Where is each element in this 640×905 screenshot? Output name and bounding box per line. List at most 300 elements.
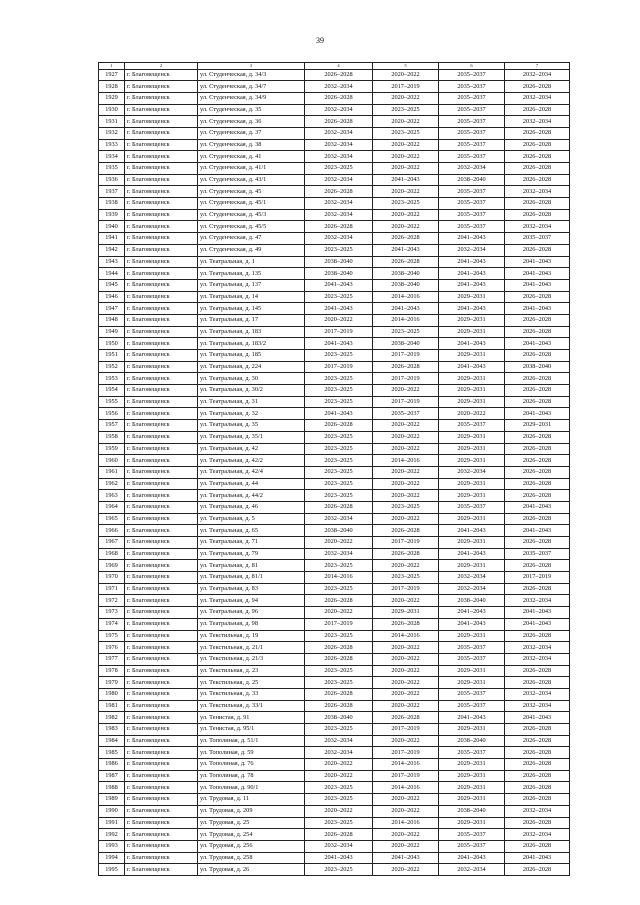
period-col6-cell: 2029–2031 [439,794,505,806]
city-cell: г. Благовещенск [125,642,198,654]
period-col6-cell: 2035–2037 [439,151,505,163]
address-cell: ул. Студенческая, д. 43/1 [198,174,305,186]
city-cell: г. Благовещенск [125,864,198,876]
period-col6-cell: 2038–2040 [439,805,505,817]
address-cell: ул. Театральная, д. 96 [198,607,305,619]
city-cell: г. Благовещенск [125,805,198,817]
table-row [99,244,570,256]
city-cell: г. Благовещенск [125,525,198,537]
city-cell: г. Благовещенск [125,583,198,595]
period-col6-cell: 2029–2031 [439,291,505,303]
period-col6-cell: 2041–2043 [439,712,505,724]
table-row [99,350,570,362]
period-col5-cell: 2014–2016 [373,314,439,326]
period-col4-cell: 2041–2043 [305,303,373,315]
city-cell: г. Благовещенск [125,361,198,373]
address-cell: ул. Театральная, д. 35/1 [198,431,305,443]
period-col6-cell: 2041–2043 [439,256,505,268]
city-cell: г. Благовещенск [125,747,198,759]
address-cell: ул. Трудовая, д. 258 [198,852,305,864]
period-col7-cell: 2026–2028 [505,385,570,397]
period-col7-cell: 2026–2028 [505,770,570,782]
period-col6-cell: 2029–2031 [439,770,505,782]
address-cell: ул. Театральная, д. 44 [198,478,305,490]
address-cell: ул. Театральная, д. 30 [198,373,305,385]
city-cell: г. Благовещенск [125,513,198,525]
table-row [99,770,570,782]
table-row [99,572,570,584]
row-number-cell: 1941 [99,233,125,245]
city-cell: г. Благовещенск [125,560,198,572]
period-col4-cell: 2023–2025 [305,373,373,385]
city-cell: г. Благовещенск [125,572,198,584]
period-col5-cell: 2020–2022 [373,677,439,689]
city-cell: г. Благовещенск [125,852,198,864]
period-col7-cell: 2026–2028 [505,466,570,478]
row-number-cell: 1958 [99,431,125,443]
period-col5-cell: 2020–2022 [373,163,439,175]
table-row [99,221,570,233]
period-col7-cell: 2017–2019 [505,572,570,584]
period-col4-cell: 2023–2025 [305,443,373,455]
table-row [99,338,570,350]
city-cell: г. Благовещенск [125,198,198,210]
period-col7-cell: 2032–2034 [505,829,570,841]
period-col5-cell: 2026–2028 [373,256,439,268]
period-col5-cell: 2020–2022 [373,665,439,677]
address-cell: ул. Театральная, д. 30/2 [198,385,305,397]
period-col7-cell: 2026–2028 [505,630,570,642]
period-col5-cell: 2020–2022 [373,151,439,163]
address-cell: ул. Студенческая, д. 45/5 [198,221,305,233]
row-number-cell: 1938 [99,198,125,210]
period-col6-cell: 2035–2037 [439,688,505,700]
period-col5-cell: 2026–2028 [373,525,439,537]
table-row [99,794,570,806]
row-number-cell: 1981 [99,700,125,712]
address-cell: ул. Студенческая, д. 45 [198,186,305,198]
table-row [99,805,570,817]
page-number: 39 [316,36,324,45]
city-cell: г. Благовещенск [125,490,198,502]
period-col7-cell: 2026–2028 [505,513,570,525]
row-number-cell: 1977 [99,653,125,665]
period-col7-cell: 2032–2034 [505,92,570,104]
row-number-cell: 1943 [99,256,125,268]
row-number-cell: 1953 [99,373,125,385]
city-cell: г. Благовещенск [125,466,198,478]
period-col6-cell: 2032–2034 [439,244,505,256]
period-col7-cell: 2026–2028 [505,104,570,116]
period-col4-cell: 2020–2022 [305,537,373,549]
table-row [99,303,570,315]
period-col7-cell: 2026–2028 [505,747,570,759]
period-col6-cell: 2035–2037 [439,840,505,852]
table-row [99,501,570,513]
period-col6-cell: 2041–2043 [439,303,505,315]
row-number-cell: 1930 [99,104,125,116]
row-number-cell: 1937 [99,186,125,198]
city-cell: г. Благовещенск [125,665,198,677]
period-col4-cell: 2020–2022 [305,314,373,326]
table-row [99,92,570,104]
period-col6-cell: 2029–2031 [439,665,505,677]
city-cell: г. Благовещенск [125,338,198,350]
period-col7-cell: 2026–2028 [505,560,570,572]
period-col6-cell: 2029–2031 [439,373,505,385]
column-number-cell: 2 [125,63,198,70]
period-col7-cell: 2026–2028 [505,794,570,806]
period-col6-cell: 2035–2037 [439,642,505,654]
period-col4-cell: 2023–2025 [305,455,373,467]
table-row [99,700,570,712]
row-number-cell: 1983 [99,724,125,736]
city-cell: г. Благовещенск [125,630,198,642]
period-col4-cell: 2023–2025 [305,677,373,689]
city-cell: г. Благовещенск [125,279,198,291]
row-number-cell: 1954 [99,385,125,397]
row-number-cell: 1960 [99,455,125,467]
period-col4-cell: 2023–2025 [305,431,373,443]
row-number-cell: 1956 [99,408,125,420]
row-number-cell: 1984 [99,735,125,747]
period-col7-cell: 2035–2037 [505,548,570,560]
address-cell: ул. Театральная, д. 98 [198,618,305,630]
table-row [99,233,570,245]
table-row [99,151,570,163]
period-col4-cell: 2026–2028 [305,501,373,513]
period-col7-cell: 2026–2028 [505,198,570,210]
period-col7-cell: 2032–2034 [505,186,570,198]
address-cell: ул. Театральная, д. 83 [198,583,305,595]
period-col4-cell: 2023–2025 [305,490,373,502]
table-row [99,396,570,408]
period-col6-cell: 2035–2037 [439,81,505,93]
row-number-cell: 1995 [99,864,125,876]
row-number-cell: 1934 [99,151,125,163]
address-cell: ул. Текстильная, д. 33 [198,688,305,700]
period-col6-cell: 2041–2043 [439,268,505,280]
period-col6-cell: 2032–2034 [439,864,505,876]
row-number-cell: 1991 [99,817,125,829]
row-number-cell: 1982 [99,712,125,724]
period-col6-cell: 2035–2037 [439,104,505,116]
city-cell: г. Благовещенск [125,712,198,724]
table-row [99,326,570,338]
period-col6-cell: 2041–2043 [439,607,505,619]
address-cell: ул. Театральная, д. 5 [198,513,305,525]
city-cell: г. Благовещенск [125,770,198,782]
period-col4-cell: 2026–2028 [305,642,373,654]
table-row [99,478,570,490]
period-col7-cell: 2026–2028 [505,583,570,595]
period-col7-cell: 2026–2028 [505,478,570,490]
city-cell: г. Благовещенск [125,817,198,829]
address-cell: ул. Трудовая, д. 256 [198,840,305,852]
row-number-cell: 1927 [99,69,125,81]
period-col4-cell: 2026–2028 [305,221,373,233]
table-row [99,163,570,175]
city-cell: г. Благовещенск [125,443,198,455]
address-cell: ул. Театральная, д. 42 [198,443,305,455]
period-col4-cell: 2041–2043 [305,408,373,420]
period-col7-cell: 2026–2028 [505,677,570,689]
period-col5-cell: 2017–2019 [373,724,439,736]
period-col5-cell: 2020–2022 [373,840,439,852]
row-number-cell: 1933 [99,139,125,151]
table-row [99,630,570,642]
table-row [99,408,570,420]
period-col6-cell: 2029–2031 [439,560,505,572]
address-cell: ул. Театральная, д. 71 [198,537,305,549]
city-cell: г. Благовещенск [125,385,198,397]
period-col5-cell: 2035–2037 [373,408,439,420]
period-col4-cell: 2032–2034 [305,548,373,560]
period-col5-cell: 2023–2025 [373,198,439,210]
row-number-cell: 1939 [99,209,125,221]
period-col6-cell: 2041–2043 [439,548,505,560]
table-row [99,186,570,198]
table-row [99,385,570,397]
period-col5-cell: 2017–2019 [373,350,439,362]
period-col5-cell: 2020–2022 [373,864,439,876]
address-cell: ул. Театральная, д. 14 [198,291,305,303]
period-col7-cell: 2035–2037 [505,233,570,245]
row-number-cell: 1963 [99,490,125,502]
table-row [99,69,570,81]
column-number-cell: 1 [99,63,125,70]
period-col7-cell: 2026–2028 [505,735,570,747]
period-col6-cell: 2032–2034 [439,466,505,478]
period-col6-cell: 2029–2031 [439,478,505,490]
period-col6-cell: 2029–2031 [439,677,505,689]
address-cell: ул. Театральная, д. 145 [198,303,305,315]
city-cell: г. Благовещенск [125,653,198,665]
period-col7-cell: 2026–2028 [505,724,570,736]
period-col5-cell: 2041–2043 [373,303,439,315]
period-col4-cell: 2032–2034 [305,735,373,747]
city-cell: г. Благовещенск [125,256,198,268]
table-row [99,361,570,373]
row-number-cell: 1935 [99,163,125,175]
table-row [99,653,570,665]
period-col6-cell: 2029–2031 [439,537,505,549]
period-col4-cell: 2023–2025 [305,583,373,595]
period-col5-cell: 2020–2022 [373,209,439,221]
row-number-cell: 1961 [99,466,125,478]
row-number-cell: 1973 [99,607,125,619]
table-row [99,513,570,525]
period-col7-cell: 2041–2043 [505,618,570,630]
period-col7-cell: 2032–2034 [505,116,570,128]
address-cell: ул. Трудовая, д. 254 [198,829,305,841]
row-number-cell: 1970 [99,572,125,584]
period-col7-cell: 2041–2043 [505,852,570,864]
period-col5-cell: 2020–2022 [373,735,439,747]
table-row [99,443,570,455]
period-col4-cell: 2026–2028 [305,595,373,607]
period-col6-cell: 2041–2043 [439,525,505,537]
period-col7-cell: 2026–2028 [505,537,570,549]
city-cell: г. Благовещенск [125,163,198,175]
address-cell: ул. Студенческая, д. 41/1 [198,163,305,175]
city-cell: г. Благовещенск [125,782,198,794]
period-col5-cell: 2026–2028 [373,233,439,245]
address-cell: ул. Трудовая, д. 209 [198,805,305,817]
city-cell: г. Благовещенск [125,618,198,630]
period-col7-cell: 2041–2043 [505,607,570,619]
period-col5-cell: 2020–2022 [373,69,439,81]
table-row [99,782,570,794]
period-col5-cell: 2038–2040 [373,268,439,280]
period-col7-cell: 2041–2043 [505,256,570,268]
period-col4-cell: 2023–2025 [305,665,373,677]
address-cell: ул. Студенческая, д. 41 [198,151,305,163]
period-col4-cell: 2026–2028 [305,116,373,128]
period-col4-cell: 2032–2034 [305,81,373,93]
row-number-cell: 1944 [99,268,125,280]
period-col5-cell: 2026–2028 [373,548,439,560]
city-cell: г. Благовещенск [125,314,198,326]
period-col6-cell: 2035–2037 [439,700,505,712]
table-row [99,525,570,537]
period-col7-cell: 2026–2028 [505,244,570,256]
period-col7-cell: 2026–2028 [505,209,570,221]
period-col7-cell: 2026–2028 [505,127,570,139]
table-row [99,817,570,829]
period-col5-cell: 2020–2022 [373,92,439,104]
address-cell: ул. Тополиная, д. 78 [198,770,305,782]
city-cell: г. Благовещенск [125,420,198,432]
period-col4-cell: 2017–2019 [305,618,373,630]
row-number-cell: 1945 [99,279,125,291]
address-cell: ул. Тенистая, д. 91 [198,712,305,724]
period-col7-cell: 2026–2028 [505,326,570,338]
address-cell: ул. Театральная, д. 185 [198,350,305,362]
period-col7-cell: 2032–2034 [505,595,570,607]
period-col7-cell: 2026–2028 [505,314,570,326]
period-col5-cell: 2026–2028 [373,618,439,630]
table-row [99,583,570,595]
row-number-cell: 1931 [99,116,125,128]
period-col4-cell: 2032–2034 [305,151,373,163]
period-col5-cell: 2020–2022 [373,829,439,841]
period-col6-cell: 2035–2037 [439,198,505,210]
period-col5-cell: 2023–2025 [373,326,439,338]
period-col4-cell: 2023–2025 [305,396,373,408]
period-col4-cell: 2026–2028 [305,829,373,841]
period-col5-cell: 2023–2025 [373,127,439,139]
period-col6-cell: 2029–2031 [439,443,505,455]
address-cell: ул. Студенческая, д. 45/1 [198,198,305,210]
city-cell: г. Благовещенск [125,127,198,139]
period-col4-cell: 2023–2025 [305,724,373,736]
period-col6-cell: 2029–2031 [439,782,505,794]
period-col7-cell: 2041–2043 [505,525,570,537]
period-col6-cell: 2041–2043 [439,233,505,245]
period-col4-cell: 2026–2028 [305,186,373,198]
row-number-cell: 1966 [99,525,125,537]
row-number-cell: 1994 [99,852,125,864]
row-number-cell: 1971 [99,583,125,595]
period-col4-cell: 2041–2043 [305,279,373,291]
period-col5-cell: 2020–2022 [373,420,439,432]
city-cell: г. Благовещенск [125,840,198,852]
period-col5-cell: 2023–2025 [373,104,439,116]
period-col6-cell: 2029–2031 [439,759,505,771]
period-col5-cell: 2023–2025 [373,501,439,513]
period-col5-cell: 2020–2022 [373,221,439,233]
period-col5-cell: 2038–2040 [373,279,439,291]
row-number-cell: 1942 [99,244,125,256]
address-cell: ул. Театральная, д. 137 [198,279,305,291]
period-col7-cell: 2032–2034 [505,69,570,81]
table-row [99,291,570,303]
table-row [99,642,570,654]
column-number-cell: 7 [505,63,570,70]
period-col5-cell: 2020–2022 [373,794,439,806]
row-number-cell: 1988 [99,782,125,794]
period-col7-cell: 2038–2040 [505,361,570,373]
address-cell: ул. Студенческая, д. 35 [198,104,305,116]
row-number-cell: 1969 [99,560,125,572]
period-col7-cell: 2041–2043 [505,338,570,350]
period-col4-cell: 2023–2025 [305,864,373,876]
table-row [99,688,570,700]
city-cell: г. Благовещенск [125,501,198,513]
address-cell: ул. Театральная, д. 46 [198,501,305,513]
period-col7-cell: 2032–2034 [505,221,570,233]
table-body [99,63,570,876]
period-col6-cell: 2035–2037 [439,829,505,841]
period-col6-cell: 2035–2037 [439,127,505,139]
row-number-cell: 1975 [99,630,125,642]
row-number-cell: 1972 [99,595,125,607]
period-col5-cell: 2020–2022 [373,116,439,128]
city-cell: г. Благовещенск [125,326,198,338]
period-col6-cell: 2038–2040 [439,735,505,747]
period-col7-cell: 2026–2028 [505,840,570,852]
period-col5-cell: 2017–2019 [373,747,439,759]
period-col7-cell: 2032–2034 [505,653,570,665]
city-cell: г. Благовещенск [125,221,198,233]
period-col4-cell: 2023–2025 [305,794,373,806]
period-col7-cell: 2032–2034 [505,700,570,712]
period-col5-cell: 2020–2022 [373,700,439,712]
table-row [99,256,570,268]
period-col4-cell: 2023–2025 [305,244,373,256]
period-col7-cell: 2041–2043 [505,279,570,291]
address-cell: ул. Студенческая, д. 38 [198,139,305,151]
period-col4-cell: 2032–2034 [305,840,373,852]
period-col4-cell: 2014–2016 [305,572,373,584]
address-cell: ул. Текстильная, д. 21/1 [198,642,305,654]
period-col5-cell: 2023–2025 [373,572,439,584]
period-col7-cell: 2026–2028 [505,490,570,502]
period-col5-cell: 2020–2022 [373,186,439,198]
table-row [99,81,570,93]
period-col6-cell: 2029–2031 [439,396,505,408]
period-col4-cell: 2023–2025 [305,350,373,362]
period-col7-cell: 2026–2028 [505,151,570,163]
row-number-cell: 1965 [99,513,125,525]
row-number-cell: 1985 [99,747,125,759]
period-col4-cell: 2023–2025 [305,385,373,397]
period-col5-cell: 2026–2028 [373,712,439,724]
row-number-cell: 1952 [99,361,125,373]
address-cell: ул. Трудовая, д. 26 [198,864,305,876]
city-cell: г. Благовещенск [125,735,198,747]
